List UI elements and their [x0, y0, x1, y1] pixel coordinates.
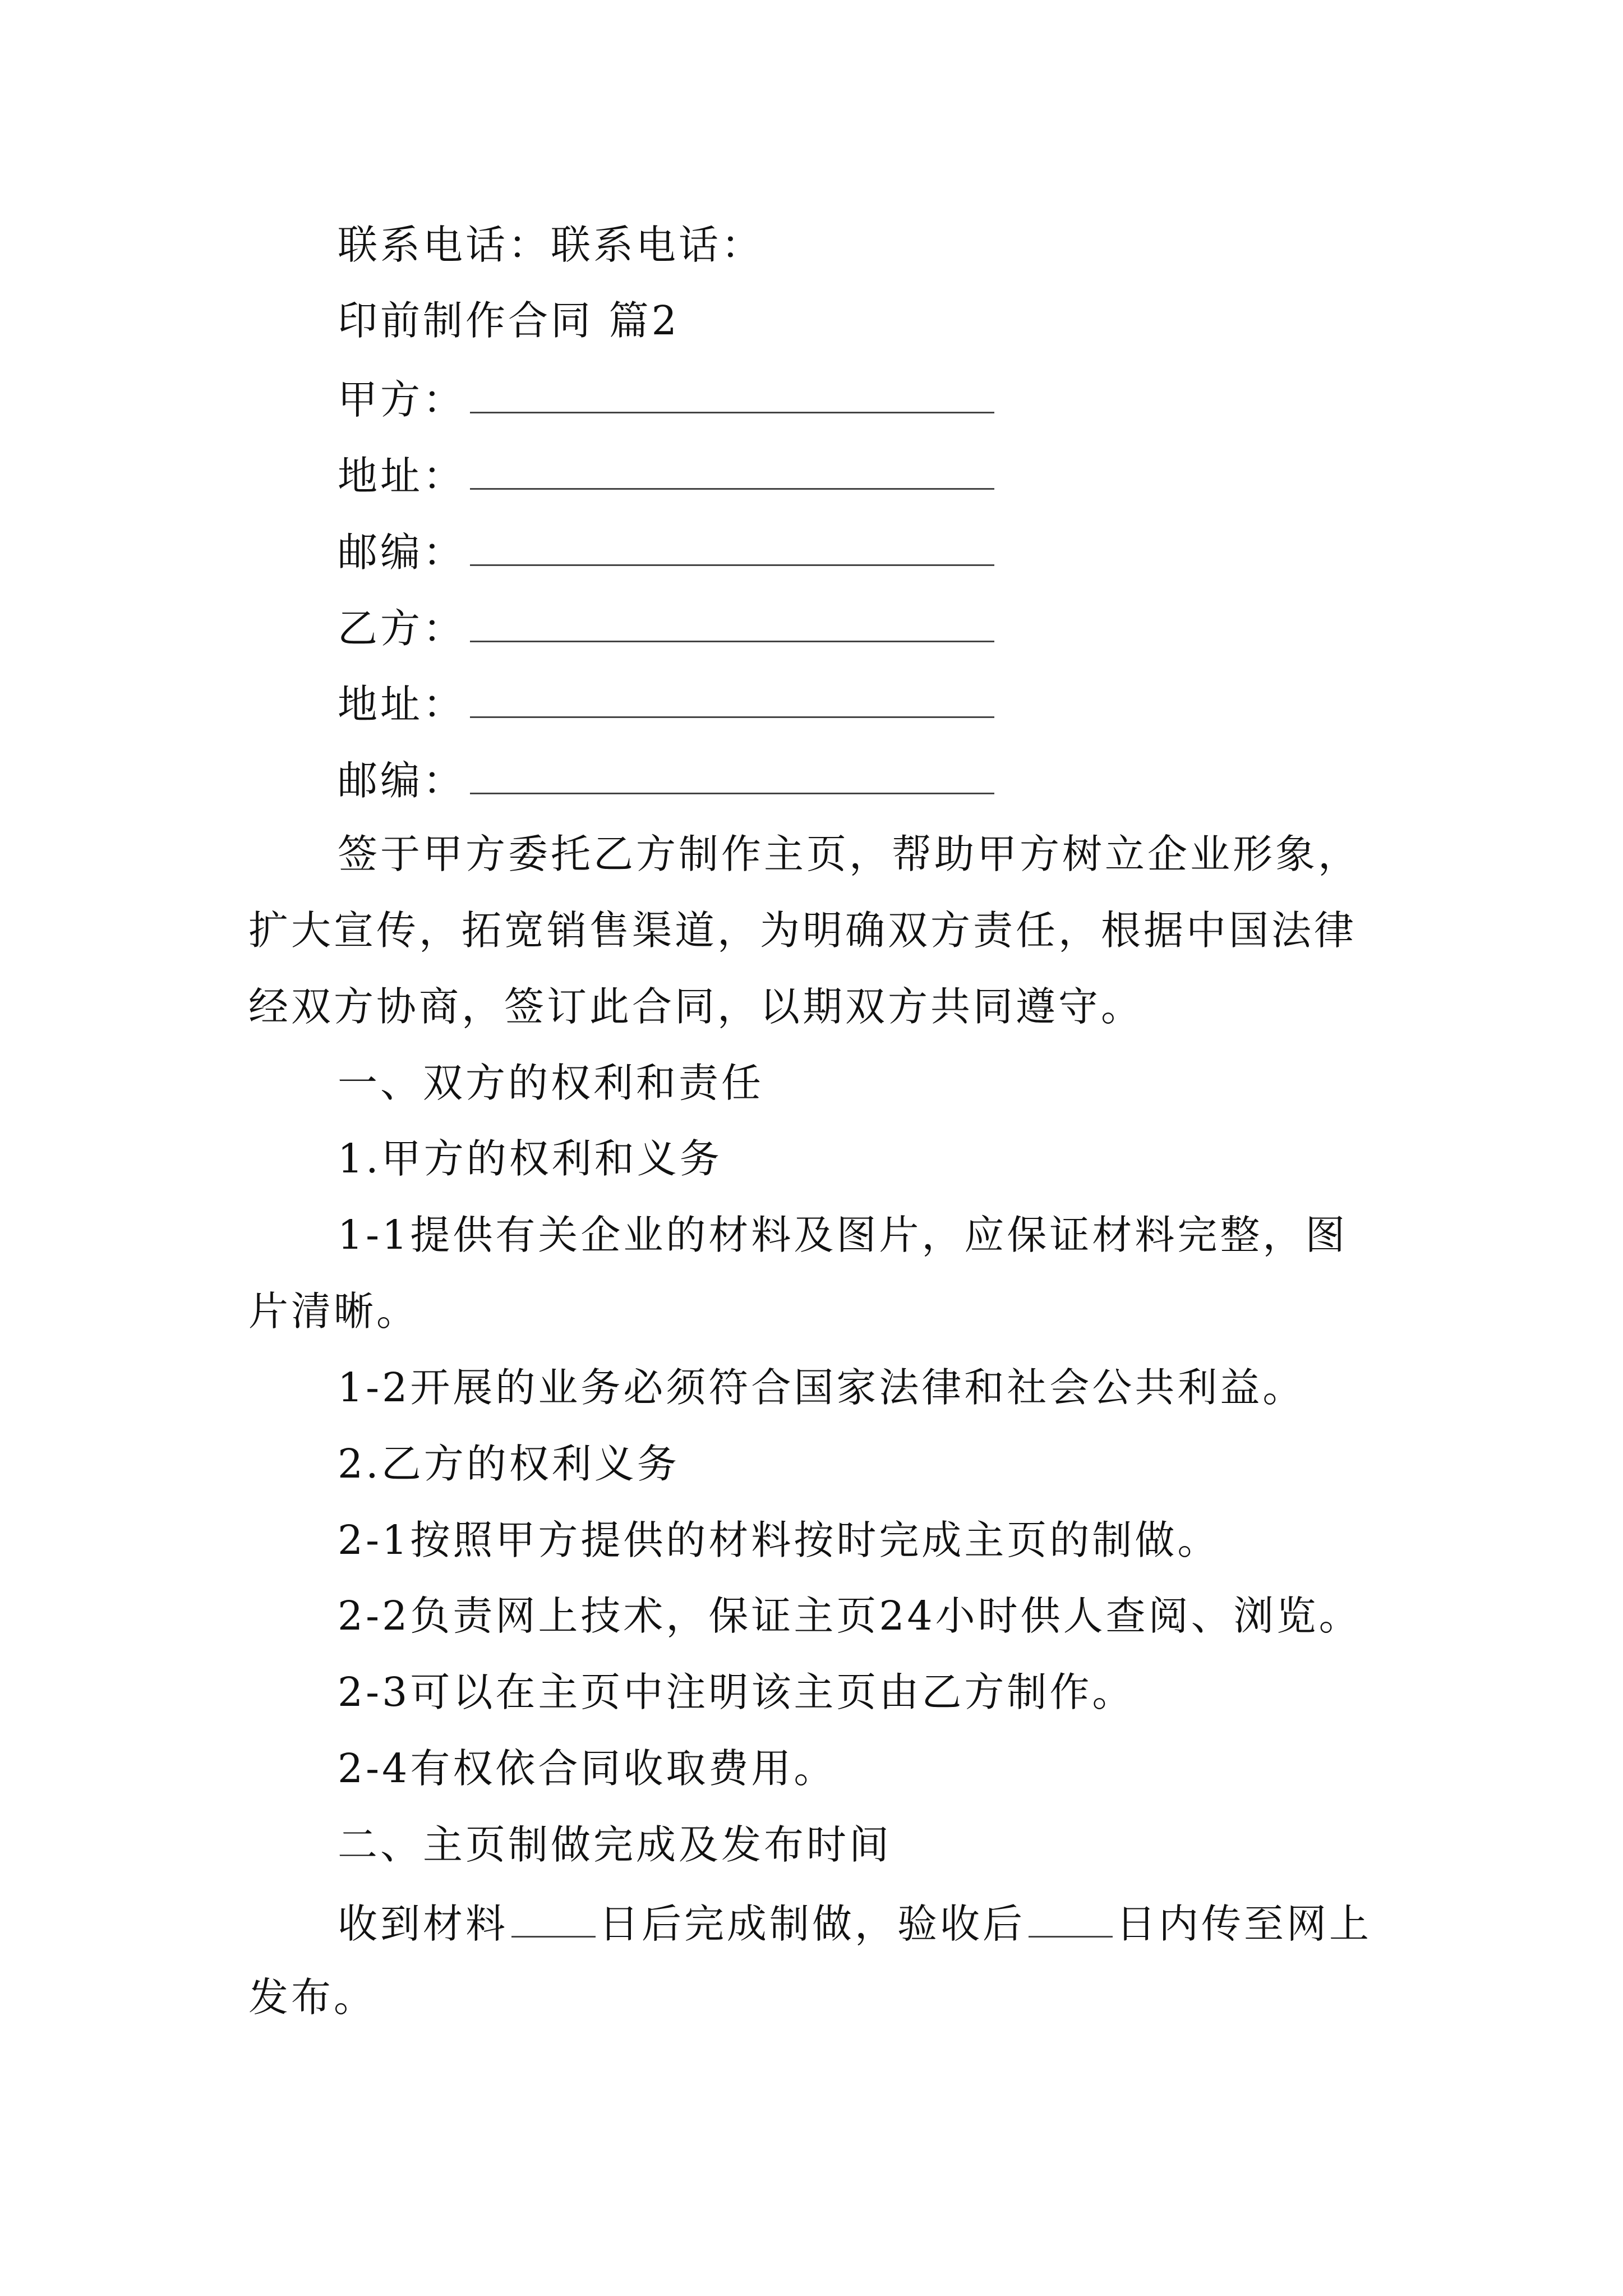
party-b-blank	[470, 606, 994, 642]
address-a-blank	[470, 453, 994, 490]
address-b-blank	[470, 682, 994, 718]
subsection-1-heading: 1.甲方的权利和义务	[338, 1135, 722, 1182]
clause-2-1: 2-1按照甲方提供的材料按时完成主页的制做。	[338, 1517, 1220, 1563]
timing-text-2: 日后完成制做，验收后	[599, 1901, 1026, 1947]
address-a-label: 地址：	[338, 453, 466, 499]
clause-2-4: 2-4有权依合同收取费用。	[338, 1745, 837, 1792]
postcode-b-blank	[470, 758, 994, 794]
document-heading: 印前制作合同 篇2	[338, 297, 680, 344]
subsection-2-heading: 2.乙方的权利义务	[338, 1441, 680, 1487]
postcode-b-label: 邮编：	[338, 757, 466, 804]
address-a-field	[338, 453, 994, 499]
clause-1-2: 1-2开展的业务必须符合国家法律和社会公共利益。	[338, 1364, 1306, 1411]
postcode-a-field	[338, 529, 994, 576]
postcode-b-field	[338, 757, 994, 804]
preamble-line-3: 经双方协商，签订此合同，以期双方共同遵守。	[248, 983, 1144, 1030]
section-2-heading: 二、主页制做完成及发布时间	[338, 1821, 892, 1868]
clause-2-2: 2-2负责网上技术，保证主页24小时供人查阅、浏览。	[338, 1593, 1362, 1639]
party-a-field	[338, 376, 994, 423]
party-a-blank	[470, 377, 994, 413]
contact-line: 联系电话：联系电话：	[338, 222, 764, 268]
timing-line	[338, 1901, 1372, 1947]
timing-text-3: 日内传至网上	[1116, 1901, 1372, 1947]
postcode-a-label: 邮编：	[338, 529, 466, 576]
address-b-label: 地址：	[338, 681, 466, 728]
party-b-label: 乙方：	[338, 605, 466, 652]
section-1-heading: 一、双方的权利和责任	[338, 1060, 764, 1106]
timing-line-continued: 发布。	[248, 1974, 377, 2021]
party-a-label: 甲方：	[338, 376, 466, 423]
publish-days-blank	[1029, 1901, 1113, 1938]
clause-1-1-line-1: 1-1提供有关企业的材料及图片，应保证材料完整，图	[338, 1212, 1348, 1258]
postcode-a-blank	[470, 530, 994, 566]
preamble-line-2: 扩大宣传，拓宽销售渠道，为明确双方责任，根据中国法律	[248, 907, 1357, 954]
timing-text-1: 收到材料	[338, 1901, 509, 1947]
address-b-field	[338, 681, 994, 728]
party-b-field	[338, 605, 994, 652]
clause-1-1-line-2: 片清晰。	[248, 1288, 419, 1335]
preamble-line-1: 签于甲方委托乙方制作主页，帮助甲方树立企业形象，	[338, 831, 1361, 877]
clause-2-3: 2-3可以在主页中注明该主页由乙方制作。	[338, 1669, 1135, 1715]
completion-days-blank	[511, 1901, 596, 1938]
